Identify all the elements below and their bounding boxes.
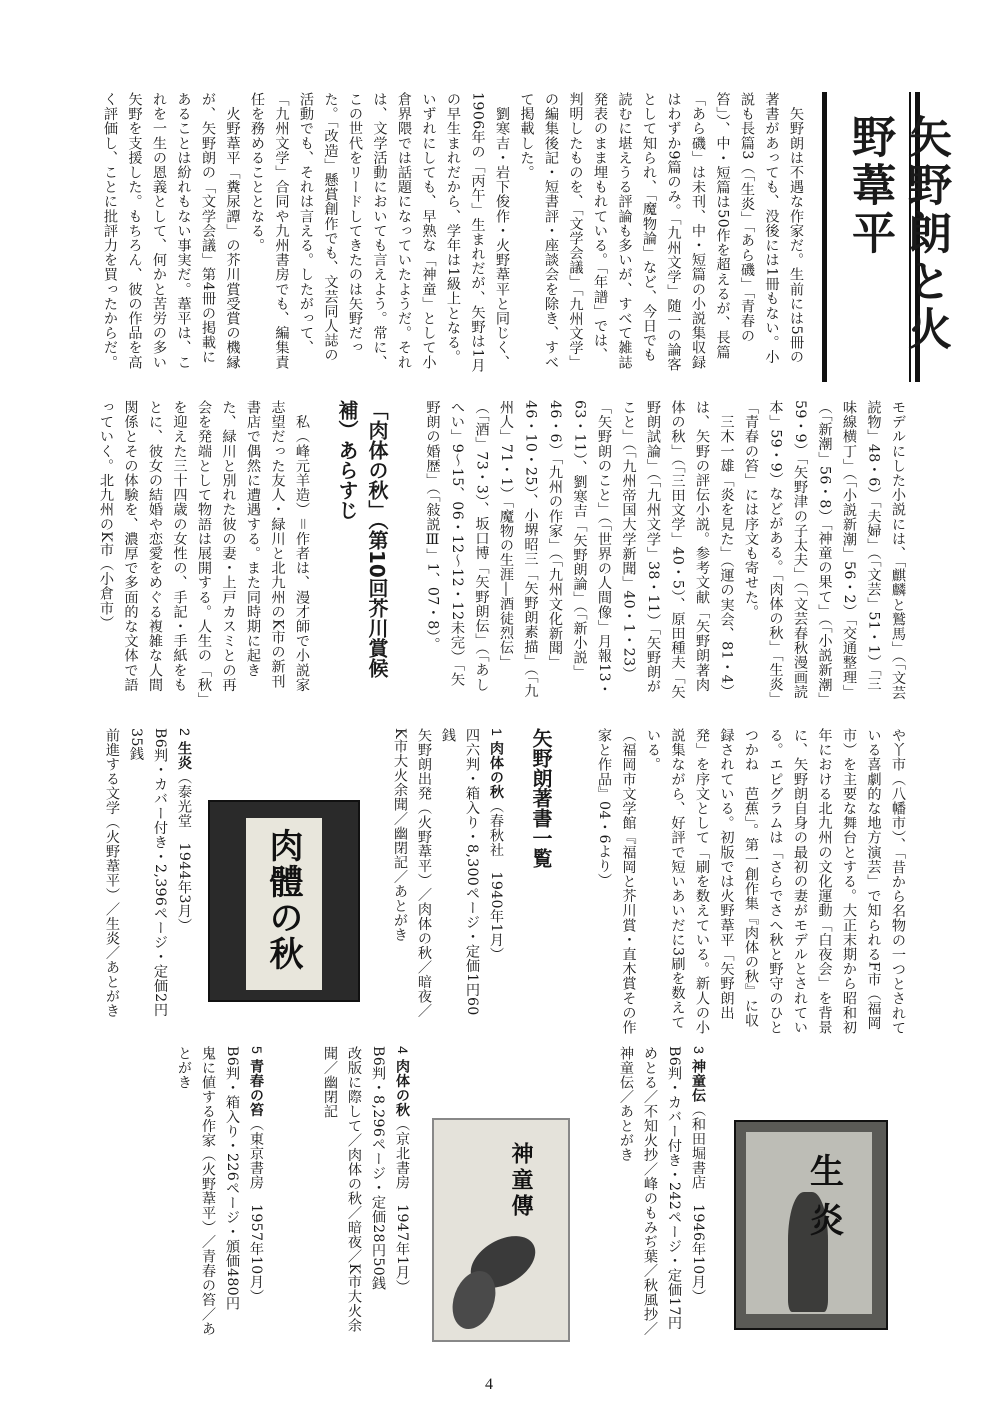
book-title: 肉体の秋 (488, 741, 504, 800)
book-detail: （春秋社 1940年1月） 四六判・箱入り・8,300ページ・定価1円60銭 矢野朗出発（火野葦平）／肉体の秋／暗夜／K市大火余聞／幽閉記／あとがき (392, 728, 504, 1018)
book-entry-1 (370, 728, 508, 1028)
article-body-main: 矢野朗は不遇な作家だ。生前には5冊の著書があっても、没後には1冊もない。小説も長篇3（「生炎」「あら磯」「青春の笞」）、中・短篇は50作を超えるが、長篇「あら磯」は未刊、中・短篇の小説集収録はわずか9篇のみ。「九州文学」随一の論客として知られ、「魔物論」など、今日でも読むに堪えうる評論も多いが、すべて雑誌発表のまま埋もれている。「年譜」では、判明したものを、「文学会議」「九州文学」の編集後記・短書評・座談会を除き、すべて掲載した。 劉寒吉・岩下俊作・火野葦平と同じく、1906年の「丙午」生まれだが、矢野は1月の早生まれだから、学年は1級上となる。いずれにしても、早熟な「神童」として小倉界隈では話題になっていたようだ。それは、文学活動においても言えよう。常に、この世代をリードしてきたのは矢野だった。「改造」懸賞創作でも、文芸同人誌の活動でも、それは言える。したがって、「九州文学」合同や九州書房でも、編集責任を務めることとなる。 火野葦平「糞尿譚」の芥川賞受賞の機縁が、矢野朗の「文学会議」第4冊の掲載にあることは紛れもない事実だ。葦平は、これを一生の恩義として、何かと苦労の多い矢野を支援した。もちろん、彼の作品を高く評価し、ことに批評力を買ったからだ。 (102, 92, 804, 373)
book-cover-title-3: 生炎 (810, 1152, 878, 1241)
book-entry-2 (92, 728, 196, 1028)
book-list-heading: 矢野朗著書一覧 (529, 728, 553, 868)
book-entry-4 (286, 1046, 414, 1346)
book-detail: （東京書房 1957年10月） B6判・箱入り・226ページ・頒価480円 鬼に値する作家（火野葦平）／青春の笞／あとがき (176, 1046, 264, 1336)
article-title-box (822, 92, 951, 382)
book-number: 3 (690, 1046, 706, 1055)
book-entry-3 (580, 1046, 710, 1346)
book-detail: （和田堀書店 1946年10月） B6判・カバー付き・242ページ・定価17円 めとる／不知火抄／峰のもみぢ葉／秋風抄／神童伝／あとがき (618, 1046, 706, 1336)
book-number: 1 (488, 728, 504, 737)
book-cover-photo-3 (734, 1120, 888, 1330)
summary-body: 私（峰元羊造）＝作者は、漫才師で小説家志望だった友人・緑川と北九州のK市の新刊書店で偶然に遭遇する。また同時期に起きた、緑川と別れた彼の妻・上戸カスミとの再会を発端として物語は展開する。人生の「秋」を迎えた三十四歳の女性の、手記・手紙をもとに、彼女の結婚や恋愛をめぐる複雑な人間関係とその体験を、濃厚で多面的な文体で語っていく。北九州のK市（小倉市） (98, 400, 310, 700)
book-title: 青春の笞 (248, 1059, 264, 1118)
book-detail: （泰光堂 1944年3月） B6判・カバー付き・2,396ページ・定価2円35銭 前進する文学（火野葦平）／生炎／あとがき (104, 728, 192, 1018)
book-cover-title-4: 神童傳 (508, 1142, 534, 1220)
book-title: 生炎 (176, 741, 192, 771)
article-body-references: モデルにした小説には、「麒麟と鷲馬」（「文芸読物」48・6）「夫婦」（「文芸」51・1）「三味線横丁」（「小説新潮」56・2）「交通整理」（「新潮」56・8）「神童の果て」（「小説新潮」59・9）「矢野津の子太夫」（「文芸春秋漫画読本」59・9）などがある。「肉体の秋」「生炎」「青春の笞」には序文も寄せた。 三木一雄「炎を見た」（運の実会、81・4）は、矢野の評伝小説。参考文献「矢野朗著肉体の秋」（「三田文学」40・5）、原田種夫「矢野朗試論」（「九州文学」38・11）「矢野朗がこと」（「九州帝国大学新聞」40・1・23）「矢野朗のこと」（「世界の人間像」月報13・63・11）、劉寒吉「矢野朗論」（「新小説」46・6）「九州の作家」（「九州文化新聞」46・10・25）、小堺昭三「矢野朗素描」（「九州人」71・1）「魔物の生涯―酒徒烈伝」（「酒」73・3）、坂口博「矢野朗伝」（「あしへい」9～15、06・12～12・12未完）「矢野朗の婚歴」（「敍説Ⅲ」1、07・8）。 (424, 400, 906, 700)
book-detail: （京北書房 1947年1月） B6判・8,296ページ・定価28円50銭 改版に際して／肉体の秋／暗夜／K市大火余聞／幽閉記 (322, 1046, 410, 1333)
book-number: 5 (248, 1046, 264, 1055)
book-title: 肉体の秋 (394, 1059, 410, 1118)
book-cover-photo-1 (208, 800, 360, 1002)
book-cover-title-1: 肉體の秋 (263, 828, 303, 972)
summary-heading: 「肉体の秋」（第10回芥川賞候補）あらすじ (335, 400, 389, 678)
article-body-continued: や丫市（八幡市）、「昔から名物の一つとされている喜劇的な地方演芸」で知られるF市（福岡市）を主要な舞台とする。大正末期から昭和初年における北九州の文化運動「白夜会」を背景に、矢野朗自身の最初の妻がモデルとされている。エピグラムは「さらでさへ秋と野守のひとつかね 芭蕉」。第一創作集『肉体の秋』に収録されている。初版では火野葦平「矢野朗出発」を序文として「刷を数えている。新人の小説集ながら、好評で短いあいだに3刷を数えている。 （福岡市文学館『福岡と芥川賞・直木賞その作家と作品』04・6より） (596, 728, 906, 1035)
page-number: 4 (485, 1376, 493, 1393)
book-entry-5 (136, 1046, 268, 1346)
book-number: 4 (394, 1046, 410, 1055)
book-cover-photo-4 (432, 1118, 570, 1342)
article-title: 矢野朗と火野葦平 (844, 114, 951, 354)
book-number: 2 (176, 728, 192, 737)
book-title: 神童伝 (690, 1059, 706, 1103)
